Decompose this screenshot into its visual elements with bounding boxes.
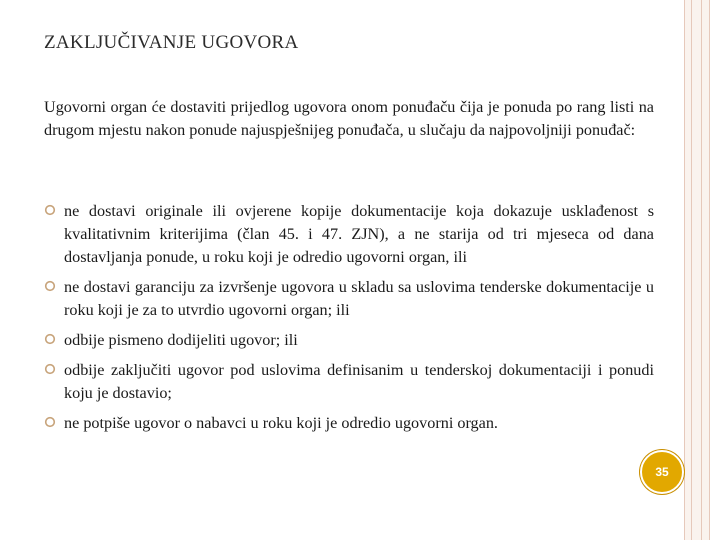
list-item — [44, 200, 654, 269]
bullet-text: odbije pismeno dodijeliti ugovor; ili — [64, 331, 298, 349]
list-item — [44, 329, 654, 352]
intro-paragraph: Ugovorni organ će dostaviti prijedlog ugovora onom ponuđaču čija je ponuda po rang listi na drugom mjestu nakon ponude najuspješnijeg ponuđača, u slučaju da najpovoljniji ponuđač: — [44, 98, 654, 139]
bullet-text: ne potpiše ugovor o nabavci u roku koji je odredio ugovorni organ. — [64, 414, 498, 432]
hollow-circle-icon — [44, 333, 56, 345]
hollow-circle-icon — [44, 280, 56, 292]
hollow-circle-icon — [44, 363, 56, 375]
hollow-circle-icon — [44, 204, 56, 216]
page-number-badge: 35 — [640, 450, 684, 494]
decorative-rule — [709, 0, 710, 540]
list-item — [44, 412, 654, 435]
list-item — [44, 359, 654, 405]
slide-title: ZAKLJUČIVANJE UGOVORA — [44, 32, 299, 53]
decorative-rule — [691, 0, 692, 540]
bullet-text: ne dostavi garanciju za izvršenje ugovora u skladu sa uslovima tenderske dokumentacije u roku koji je za to utvrdio ugovorni organ; ili — [64, 278, 654, 319]
decorative-band — [684, 0, 710, 540]
hollow-circle-icon — [44, 416, 56, 428]
bullet-list — [44, 200, 654, 442]
list-item — [44, 276, 654, 322]
decorative-rule — [701, 0, 702, 540]
bullet-text: ne dostavi originale ili ovjerene kopije dokumentacije koja dokazuje usklađenost s kvalitativnim kriterijima (član 45. i 47. ZJN), a ne starija od tri mjeseca od dana dostavljanja ponude, u roku koji je odredio ugovorni organ, ili — [64, 202, 654, 266]
bullet-text: odbije zaključiti ugovor pod uslovima definisanim u tenderskoj dokumentaciji i ponudi koju je dostavio; — [64, 361, 654, 402]
decorative-rule — [684, 0, 685, 540]
